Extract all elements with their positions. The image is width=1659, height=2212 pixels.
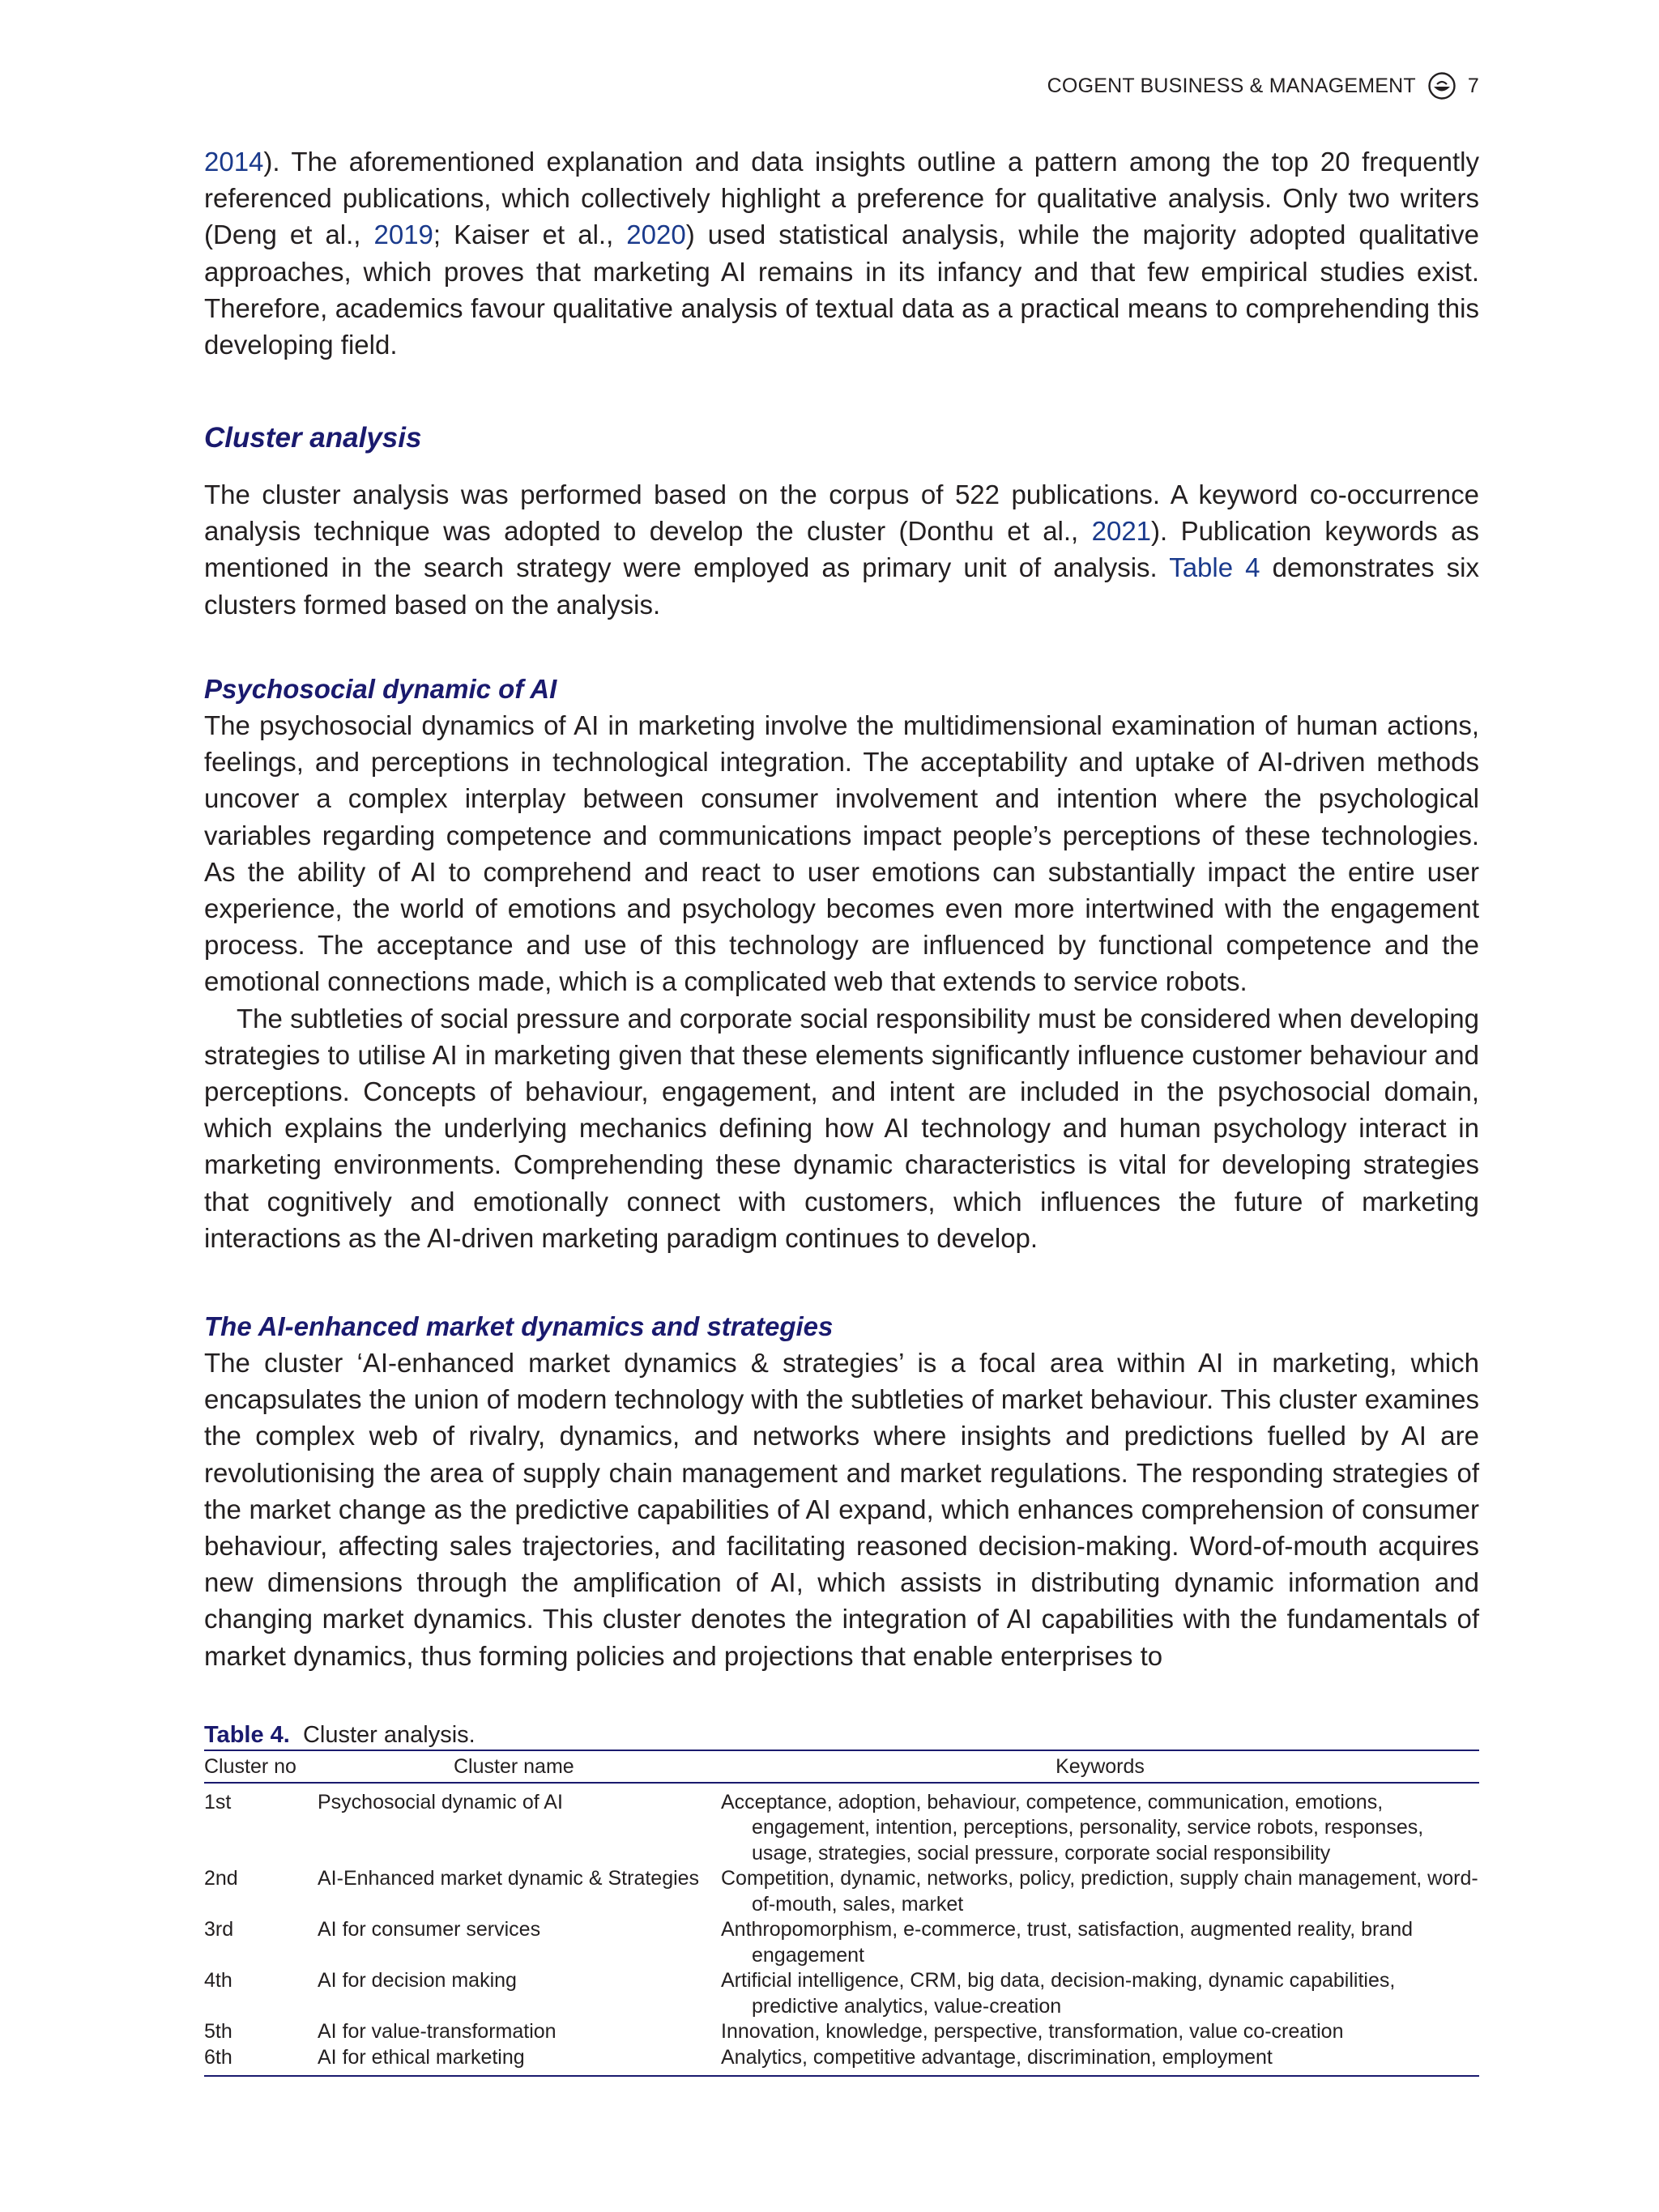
col-cluster-name: Cluster name: [454, 1755, 574, 1778]
cell-cluster-no: 4th: [204, 1969, 232, 1992]
page-number: 7: [1467, 74, 1479, 97]
table-caption: [204, 1720, 1479, 1750]
header-cell: [204, 1750, 721, 1783]
section-heading: Cluster analysis: [204, 422, 422, 454]
table-row: [204, 2045, 1479, 2077]
market-dynamics-section: [204, 1308, 1479, 1674]
intro-paragraph: 2014). The aforementioned explanation and data insights outline a pattern among the top 20 frequently referenced publications, which collectively highlight a preference for qualitative analysis. Only two writers (Deng et al., 2019; Kaiser et al., 2020) used statistical analysis, while the majority adopted qualitative approaches, which proves that marketing AI remains in its infancy and that few empirical studies exist. Therefore, academics favour qualitative analysis of textual data as a practical means to comprehending this developing field.: [204, 147, 1479, 360]
cluster-analysis-body: [204, 476, 1479, 623]
citation-link[interactable]: 2014: [204, 147, 264, 177]
table-row: [204, 1917, 1479, 1968]
cell-keywords: Competition, dynamic, networks, policy, prediction, supply chain management, word-of-mouth, sales, market: [721, 1867, 1478, 1916]
table-row: [204, 1866, 1479, 1917]
market-dynamics-paragraph: The cluster ‘AI-enhanced market dynamics & strategies’ is a focal area within AI in marketing, which encapsulates the union of modern technology with the subtleties of market behaviour. This cluster examines the complex web of rivalry, dynamics, and networks where insights and predictions fuelled by AI are revolutionising the area of supply chain management and market regulations. The responding strategies of the market change as the predictive capabilities of AI expand, which enhances comprehension of consumer behaviour, affecting sales trajectories, and facilitating reasoned decision-making. Word-of-mouth acquires new dimensions through the amplification of AI, which assists in distributing dynamic information and changing market dynamics. This cluster denotes the integration of AI capabilities with the fundamentals of market dynamics, thus forming policies and projections that enable enterprises to: [204, 1348, 1479, 1671]
cell-keywords: Analytics, competitive advantage, discrimination, employment: [721, 2045, 1479, 2077]
table-row: [204, 1783, 1479, 1867]
citation-link[interactable]: 2021: [1091, 516, 1152, 547]
cell-keywords: Innovation, knowledge, perspective, transformation, value co-creation: [721, 2020, 1344, 2043]
citation-link[interactable]: 2019: [373, 219, 433, 250]
citation-link[interactable]: 2020: [626, 219, 686, 250]
psychosocial-paragraph-1: The psychosocial dynamics of AI in marketing involve the multidimensional examination of human actions, feelings, and perceptions in technological integration. The acceptability and uptake of AI-driven methods uncover a complex interplay between consumer involvement and intention where the psychological variables regarding competence and communications impact people’s perceptions of these technologies. As the ability of AI to comprehend and react to user emotions can substantially impact the entire user experience, the world of emotions and psychology becomes even more intertwined with the engagement process. The acceptance and use of this technology are influenced by functional competence and the emotional connections made, which is a complicated web that extends to service robots.: [204, 710, 1479, 997]
table-row: [204, 2019, 1479, 2045]
cell-cluster-name: Psychosocial dynamic of AI: [318, 1790, 563, 1813]
cell-cluster-name: AI-Enhanced market dynamic & Strategies: [318, 1867, 700, 1890]
cell-cluster-no: 3rd: [204, 1918, 234, 1941]
cluster-table: [204, 1750, 1479, 2077]
intro-section: [204, 143, 1479, 363]
journal-title: COGENT BUSINESS & MANAGEMENT: [1047, 74, 1416, 97]
cell-cluster-name: AI for decision making: [318, 1969, 517, 1992]
cell-cluster-name: AI for value-transformation: [318, 2020, 557, 2043]
open-access-logo-icon: [1427, 71, 1456, 100]
col-keywords: Keywords: [721, 1750, 1479, 1783]
col-cluster-no: Cluster no: [204, 1755, 296, 1778]
cell-cluster-no: 2nd: [204, 1867, 238, 1890]
cell-cluster-no: 6th: [204, 2045, 318, 2077]
table-header-row: [204, 1750, 1479, 1783]
cell-cluster-name: AI for ethical marketing: [318, 2045, 721, 2077]
subsection-heading: Psychosocial dynamic of AI: [204, 674, 557, 704]
cell-keywords: Acceptance, adoption, behaviour, competence, communication, emotions, engagement, intention, perceptions, personality, service robots, responses, usage, strategies, social pressure, corporate social responsibility: [721, 1790, 1424, 1865]
psychosocial-paragraph-2: The subtleties of social pressure and corporate social responsibility must be considered when developing strategies to utilise AI in marketing given that these elements significantly influence customer behaviour and perceptions. Concepts of behaviour, engagement, and intent are included in the psychosocial domain, which explains the underlying mechanics defining how AI technology and human psychology interact in marketing environments. Comprehending these dynamic characteristics is vital for developing strategies that cognitively and emotionally connect with customers, which influences the future of marketing interactions as the AI-driven marketing paradigm continues to develop.: [204, 1003, 1479, 1253]
cluster-analysis-section: [204, 420, 1479, 456]
table-reference-link[interactable]: Table 4: [1169, 552, 1260, 583]
cluster-analysis-paragraph: The cluster analysis was performed based on the corpus of 522 publications. A keyword co-occurrence analysis technique was adopted to develop the cluster (Donthu et al., 2021). Publication keywords as mentioned in the search strategy were employed as primary unit of analysis. Table 4 demonstrates six clusters formed based on the analysis.: [204, 479, 1479, 620]
cell-cluster-no: 5th: [204, 2020, 232, 2043]
table-title: Cluster analysis.: [302, 1722, 476, 1748]
table-row: [204, 1968, 1479, 2019]
psychosocial-section: [204, 671, 1479, 1256]
table-label: Table 4.: [204, 1722, 290, 1748]
cell-keywords: Artificial intelligence, CRM, big data, decision-making, dynamic capabilities, predictive analytics, value-creation: [721, 1969, 1396, 2018]
cell-cluster-no: 1st: [204, 1790, 232, 1813]
cell-cluster-name: AI for consumer services: [318, 1918, 541, 1941]
table-4: [204, 1720, 1479, 2077]
subsection-heading: The AI-enhanced market dynamics and strategies: [204, 1311, 834, 1341]
cell-keywords: Anthropomorphism, e-commerce, trust, satisfaction, augmented reality, brand engagement: [721, 1918, 1414, 1967]
running-head: [1047, 71, 1479, 100]
